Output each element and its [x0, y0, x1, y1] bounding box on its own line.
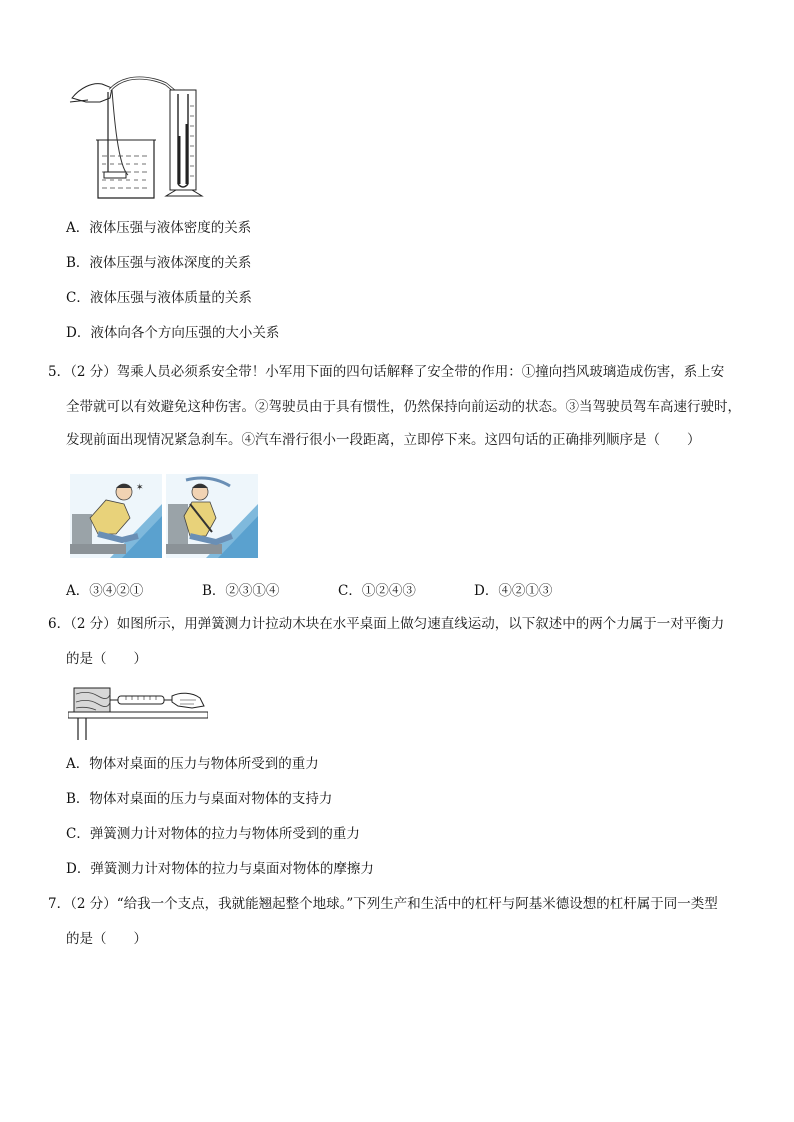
prev-option-d[interactable]: D．液体向各个方向压强的大小关系 [66, 325, 280, 341]
q6-option-b[interactable]: B．物体对桌面的压力与桌面对物体的支持力 [66, 791, 333, 807]
q5-option-c[interactable]: C．①②④③ [338, 583, 416, 599]
q6-stem-line-1: 6．（2 分）如图所示，用弹簧测力计拉动木块在水平桌面上做匀速直线运动，以下叙述中的两个力属于一对平衡力 [48, 616, 725, 632]
prev-option-c[interactable]: C．液体压强与液体质量的关系 [66, 290, 252, 306]
q5-option-d[interactable]: D．④②①③ [474, 583, 553, 599]
q5-stem-line-3: 发现前面出现情况紧急刹车。④汽车滑行很小一段距离，立即停下来。这四句话的正确排列顺序是（ ） [66, 432, 701, 448]
q6-option-c[interactable]: C．弹簧测力计对物体的拉力与物体所受到的重力 [66, 826, 360, 842]
q6-option-d[interactable]: D．弹簧测力计对物体的拉力与桌面对物体的摩擦力 [66, 861, 374, 877]
prev-option-b[interactable]: B．液体压强与液体深度的关系 [66, 255, 252, 271]
q7-stem-line-2: 的是（ ） [66, 931, 147, 947]
q5-stem-line-2: 全带就可以有效避免这种伤害。②驾驶员由于具有惯性，仍然保持向前运动的状态。③当驾驶员驾车高速行驶时， [66, 399, 741, 415]
q5-option-a[interactable]: A．③④②① [66, 583, 144, 599]
seatbelt-figure-left [70, 474, 162, 558]
q6-stem-line-2: 的是（ ） [66, 651, 147, 667]
prev-option-a[interactable]: A．液体压强与液体密度的关系 [66, 220, 252, 236]
pressure-gauge-figure [66, 76, 216, 200]
q6-option-a[interactable]: A．物体对桌面的压力与物体所受到的重力 [66, 756, 319, 772]
q5-stem-line-1: 5．（2 分）驾乘人员必须系安全带！小军用下面的四句话解释了安全带的作用：①撞向挡风玻璃造成伤害，系上安 [48, 364, 725, 380]
svg-text:✶: ✶ [136, 483, 144, 493]
spring-scale-figure [68, 684, 208, 740]
q7-stem-line-1: 7．（2 分）“给我一个支点，我就能翘起整个地球。”下列生产和生活中的杠杆与阿基米德设想的杠杆属于同一类型 [48, 896, 718, 912]
q5-option-b[interactable]: B．②③①④ [202, 583, 280, 599]
seatbelt-figure-right [166, 474, 258, 558]
